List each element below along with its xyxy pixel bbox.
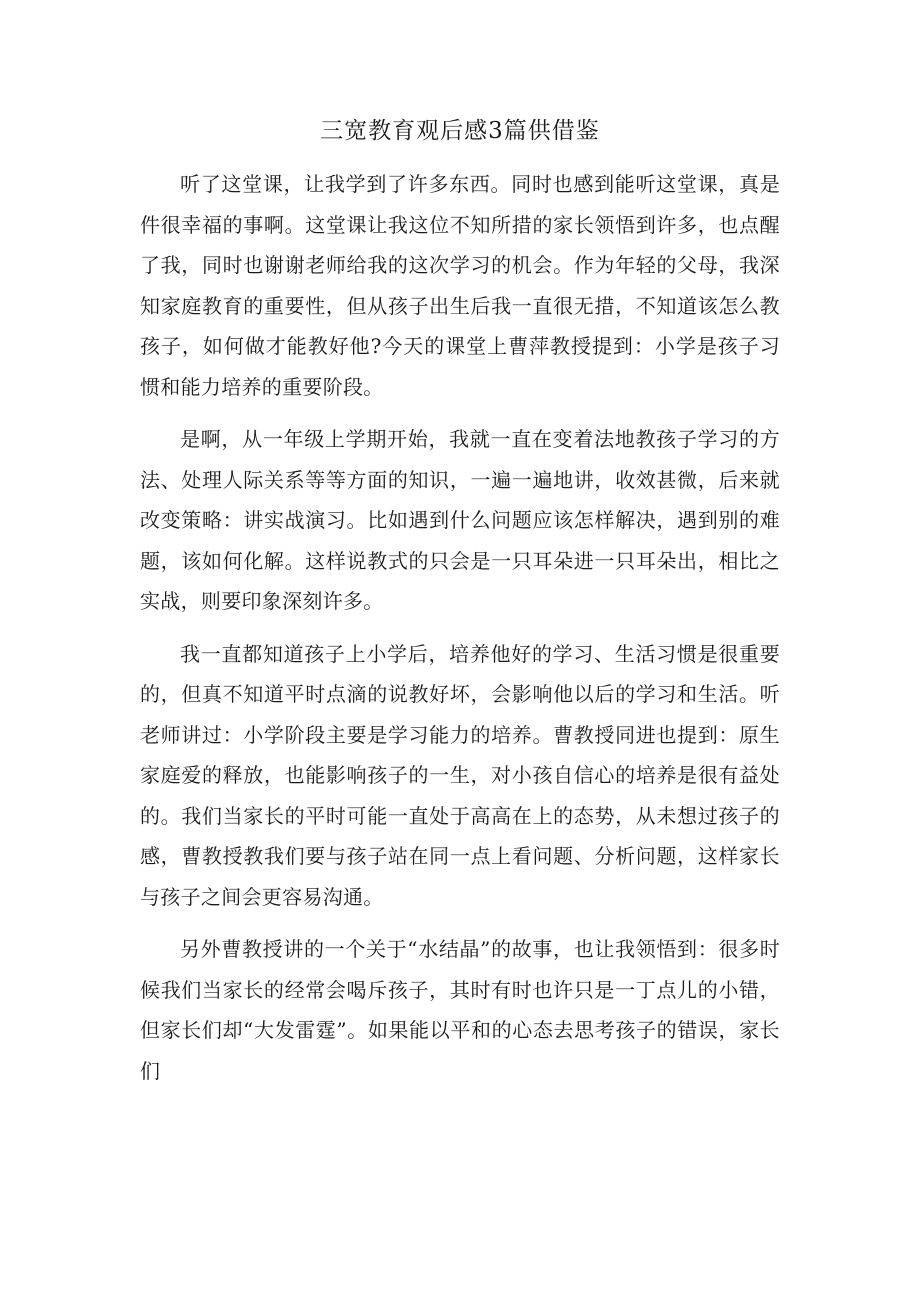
document-title: 三宽教育观后感3篇供借鉴 xyxy=(320,118,600,144)
paragraph: 听了这堂课，让我学到了许多东西。同时也感到能听这堂课，真是件很幸福的事啊。这堂课让我这位不知所措的家长领悟到许多，也点醒了我，同时也谢谢老师给我的这次学习的机会。作为年轻的父母，我深知家庭教育的重要性，但从孩子出生后我一直很无措，不知道该怎么教孩子，如何做才能教好他?今天的课堂上曹萍教授提到：小学是孩子习惯和能力培养的重要阶段。 xyxy=(140,172,780,399)
paragraph: 另外曹教授讲的一个关于“水结晶”的故事，也让我领悟到：很多时候我们当家长的经常会喝斥孩子，其时有时也许只是一丁点儿的小错，但家长们却“大发雷霆”。如果能以平和的心态去思考孩子的错误，家长们 xyxy=(140,937,780,1083)
paragraph: 是啊，从一年级上学期开始，我就一直在变着法地教孩子学习的方法、处理人际关系等等方面的知识，一遍一遍地讲，收效甚微，后来就改变策略：讲实战演习。比如遇到什么问题应该怎样解决，遇到别的难题，该如何化解。这样说教式的只会是一只耳朵进一只耳朵出，相比之实战，则要印象深刻许多。 xyxy=(140,427,780,613)
document-body xyxy=(140,164,780,1103)
paragraph: 我一直都知道孩子上小学后，培养他好的学习、生活习惯是很重要的，但真不知道平时点滴的说教好坏，会影响他以后的学习和生活。听老师讲过：小学阶段主要是学习能力的培养。曹教授同进也提到：原生家庭爱的释放，也能影响孩子的一生，对小孩自信心的培养是很有益处的。我们当家长的平时可能一直处于高高在上的态势，从未想过孩子的感，曹教授教我们要与孩子站在同一点上看问题、分析问题，这样家长与孩子之间会更容易沟通。 xyxy=(140,641,780,909)
